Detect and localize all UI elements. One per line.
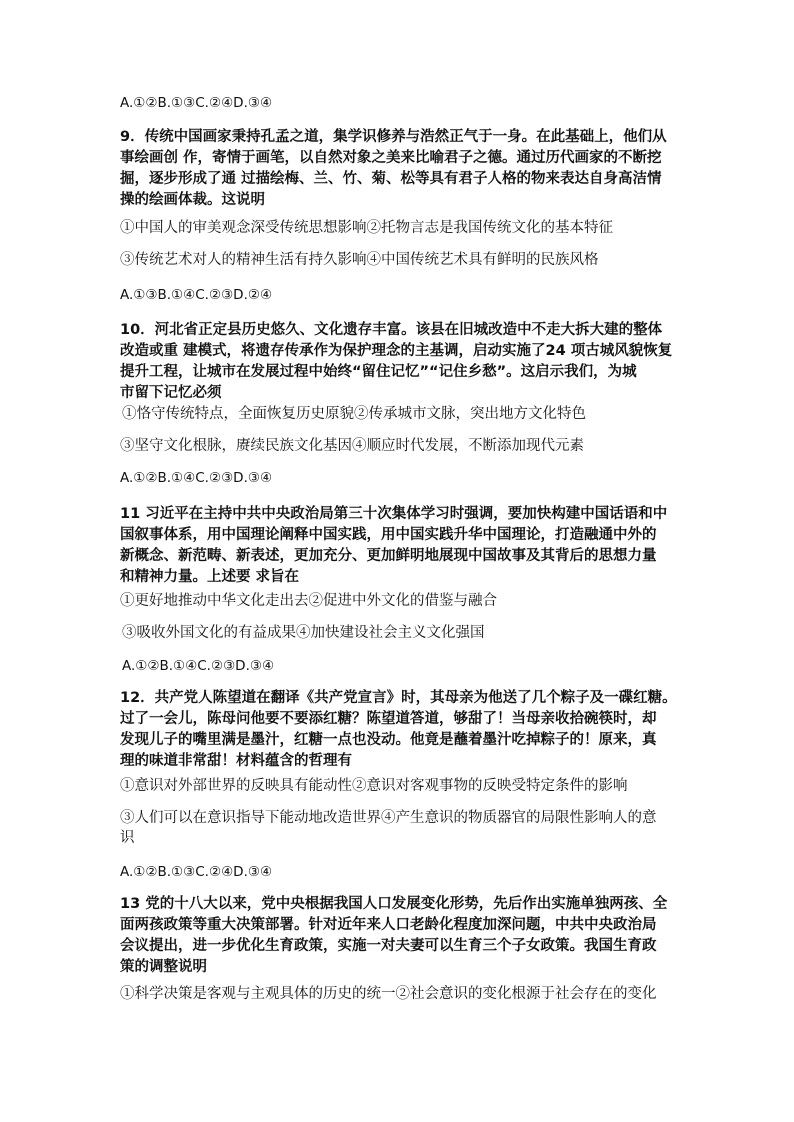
- q13-stem-line-3: 会议提出，进一步优化生育政策，实施一对夫妻可以生育三个子女政策。我国生育政: [120, 938, 657, 954]
- q12-option-line-3: 识: [120, 830, 135, 846]
- q12-option-line-2: ③人们可以在意识指导下能动地改造世界④产生意识的物质器官的局限性影响人的意: [120, 810, 657, 826]
- q9-stem-line-2: 事绘画创 作，寄情于画笔，以自然对象之美来比喻君子之德。通过历代画家的不断挖: [120, 150, 662, 166]
- answer-choices-q11: A.①②B.①④C.②③D.③④: [122, 658, 275, 674]
- q10-stem-line-1: 10．河北省正定县历史悠久、文化遗存丰富。该县在旧城改造中不走大拆大建的整体: [120, 322, 663, 338]
- q11-stem-line-4: 和精神力量。上述要 求旨在: [120, 569, 300, 585]
- q12-stem-line-2: 过了一会儿，陈母问他要不要添红糖？陈望道答道，够甜了！当母亲收拾碗筷时，却: [120, 711, 657, 727]
- q12-option-line-1: ①意识对外部世界的反映具有能动性②意识对客观事物的反映受特定条件的影响: [120, 778, 628, 794]
- q9-stem-line-1: 9．传统中国画家秉持孔孟之道，集学识修养与浩然正气于一身。在此基础上，他们从: [120, 129, 667, 145]
- q12-stem-line-4: 理的味道非常甜！材料蕴含的哲理有: [120, 753, 352, 769]
- q11-stem-line-1: 11 习近平在主持中共中央政治局第三十次集体学习时强调，要加快构建中国话语和中: [120, 506, 668, 522]
- q13-option-line-1: ①科学决策是客观与主观具体的历史的统一②社会意识的变化根源于社会存在的变化: [120, 986, 657, 1002]
- q11-option-line-2: ③吸收外国文化的有益成果④加快建设社会主义文化强国: [122, 625, 485, 641]
- q10-stem-line-3: 提升工程，让城市在发展过程中始终“留住记忆”“记住乡愁”。这启示我们，为城: [120, 364, 637, 380]
- answer-choices-q12: A.①②B.①③C.②④D.③④: [120, 864, 273, 880]
- q9-stem-line-4: 操的绘画体裁。这说明: [120, 192, 265, 208]
- q13-stem-line-1: 13 党的十八大以来，党中央根据我国人口发展变化形势，先后作出实施单独两孩、全: [120, 896, 668, 912]
- answer-choices-q10: A.①②B.①④C.②③D.③④: [120, 470, 273, 486]
- q13-stem-line-4: 策的调整说明: [120, 959, 207, 975]
- q11-option-line-1: ①更好地推动中华文化走出去②促进中外文化的借鉴与融合: [120, 593, 497, 609]
- q11-stem-line-3: 新概念、新范畴、新表述，更加充分、更加鲜明地展现中国故事及其背后的思想力量: [120, 548, 657, 564]
- q11-stem-line-2: 国叙事体系，用中国理论阐释中国实践，用中国实践升华中国理论，打造融通中外的: [120, 527, 657, 543]
- q12-stem-line-3: 发现儿子的嘴里满是墨汁，红糖一点也没动。他竟是蘸着墨汁吃掉粽子的！原来，真: [120, 732, 657, 748]
- q9-option-line-2: ③传统艺术对人的精神生活有持久影响④中国传统艺术具有鲜明的民族风格: [120, 252, 599, 268]
- q10-stem-line-2: 改造或重 建模式，将遗存传承作为保护理念的主基调，启动实施了24 项古城风貌恢复: [120, 343, 673, 359]
- answer-choices-q9: A.①③B.①④C.②③D.②④: [120, 287, 273, 303]
- q10-stem-line-4: 市留下记忆必须: [120, 385, 222, 401]
- q10-option-line-2: ③坚守文化根脉，赓续民族文化基因④顺应时代发展，不断添加现代元素: [120, 438, 584, 454]
- q9-stem-line-3: 掘，逐步形成了通 过描绘梅、兰、竹、菊、松等具有君子人格的物来表达自身高洁情: [120, 171, 662, 187]
- q9-option-line-1: ①中国人的审美观念深受传统思想影响②托物言志是我国传统文化的基本特征: [120, 220, 613, 236]
- q10-option-line-1: ①恪守传统特点，全面恢复历史原貌②传承城市文脉，突出地方文化特色: [122, 406, 586, 422]
- q12-stem-line-1: 12．共产党人陈望道在翻译《共产党宣言》时，其母亲为他送了几个粽子及一碟红糖。: [120, 690, 677, 706]
- answer-choices-q8: A.①②B.①③C.②④D.③④: [120, 95, 273, 111]
- q13-stem-line-2: 面两孩政策等重大决策部署。针对近年来人口老龄化程度加深问题，中共中央政治局: [120, 917, 657, 933]
